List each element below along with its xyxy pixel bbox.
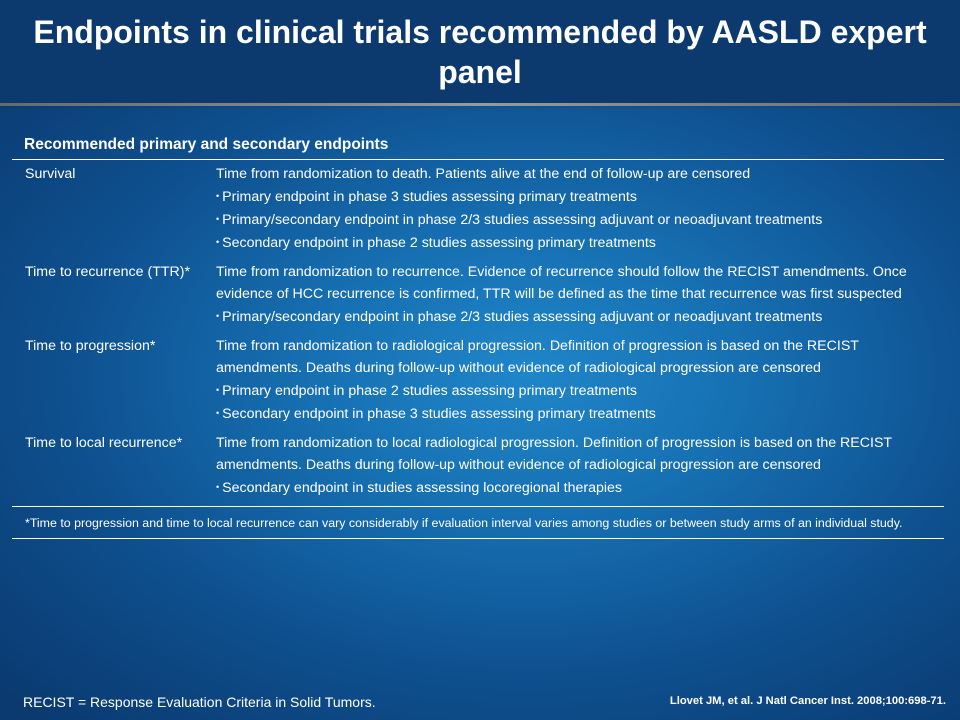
bullet-text: Primary endpoint in phase 3 studies assessing primary treatments [222, 189, 637, 205]
table-footnote: *Time to progression and time to local recurrence can vary considerably if evaluation interval varies among studies or between study arms of an individual study. [25, 516, 903, 530]
bullet-text: Secondary endpoint in phase 3 studies assessing primary treatments [222, 406, 656, 422]
slide-title: Endpoints in clinical trials recommended by AASLD expert panel [33, 13, 927, 90]
citation: Llovet JM, et al. J Natl Cancer Inst. 2008;100:698-71. [669, 695, 946, 707]
abbreviation-note: RECIST = Response Evaluation Criteria in Solid Tumors. [23, 694, 376, 710]
bullet-item [216, 379, 944, 402]
endpoint-term: Time to progression* [25, 338, 156, 354]
bullet-icon: • [216, 237, 220, 247]
bullet-icon: • [216, 408, 220, 418]
table-row [12, 261, 944, 328]
table-top-rule [12, 159, 944, 160]
bullet-icon: • [216, 191, 220, 201]
bullet-item [216, 231, 944, 254]
table-row [12, 163, 944, 254]
bullet-icon: • [216, 385, 220, 395]
description-text: Time from randomization to death. Patients alive at the end of follow-up are censored [216, 166, 751, 182]
endpoint-description [216, 163, 944, 254]
bullet-item [216, 305, 944, 328]
bullet-icon: • [216, 482, 220, 492]
table-bottom-rule [12, 538, 944, 539]
description-text: Time from randomization to radiological progression. Definition of progression is based on the RECIST amendments. Deaths during follow-up without evidence of radiological progression are censored [216, 338, 859, 376]
bullet-icon: • [216, 214, 220, 224]
bullet-text: Secondary endpoint in phase 2 studies assessing primary treatments [222, 235, 656, 251]
endpoint-term: Survival [25, 166, 76, 182]
endpoints-table [12, 131, 944, 539]
table-heading: Recommended primary and secondary endpoints [24, 136, 389, 153]
bullet-item [216, 476, 944, 499]
table-row [12, 335, 944, 425]
table-row [12, 432, 944, 499]
endpoint-description [216, 261, 944, 328]
title-bar [0, 0, 960, 103]
bullet-item [216, 402, 944, 425]
endpoint-term: Time to recurrence (TTR)* [25, 264, 191, 280]
endpoint-description [216, 432, 944, 499]
bullet-text: Primary/secondary endpoint in phase 2/3 studies assessing adjuvant or neoadjuvant treatments [222, 309, 823, 325]
bullet-icon: • [216, 311, 220, 321]
bullet-text: Primary endpoint in phase 2 studies assessing primary treatments [222, 383, 637, 399]
description-text: Time from randomization to recurrence. Evidence of recurrence should follow the RECIST amendments. Once evidence of HCC recurrence is confirmed, TTR will be defined as the time that recurrence was first suspected [216, 264, 907, 302]
bullet-text: Primary/secondary endpoint in phase 2/3 studies assessing adjuvant or neoadjuvant treatments [222, 212, 823, 228]
bullet-item [216, 208, 944, 231]
endpoint-term: Time to local recurrence* [25, 435, 183, 451]
description-text: Time from randomization to local radiological progression. Definition of progression is based on the RECIST amendments. Deaths during follow-up without evidence of radiological progression are censored [216, 435, 892, 473]
bullet-text: Secondary endpoint in studies assessing locoregional therapies [222, 480, 623, 496]
bullet-item [216, 185, 944, 208]
table-body [12, 163, 944, 499]
endpoint-description [216, 335, 944, 425]
